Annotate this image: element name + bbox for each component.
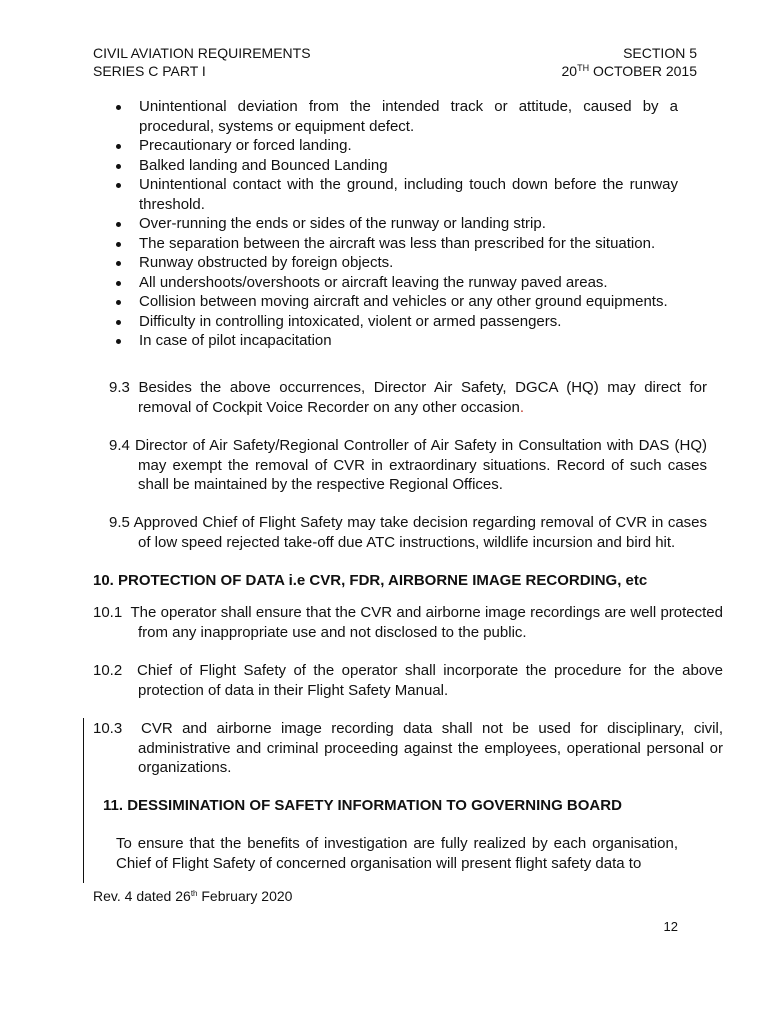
header-date: 20TH OCTOBER 2015	[561, 63, 697, 79]
bullet-icon	[116, 222, 121, 227]
revision-footer: Rev. 4 dated 26th February 2020	[93, 888, 293, 904]
bullet-icon	[116, 320, 121, 325]
page-number: 12	[663, 919, 678, 934]
bullet-icon	[116, 281, 121, 286]
bullet-icon	[116, 261, 121, 266]
header-section: SECTION 5	[623, 45, 697, 61]
header-series: SERIES C PART I	[93, 63, 206, 79]
list-item: In case of pilot incapacitation	[107, 331, 678, 351]
list-item: The separation between the aircraft was less than prescribed for the situation.	[107, 234, 678, 254]
paragraph-9-4: 9.4 Director of Air Safety/Regional Controller of Air Safety in Consultation with DAS (HQ) may exempt the removal of CVR in extraordinary situations. Record of such cases shall be maintained by the respective Regional Offices.	[109, 437, 707, 493]
section-10-heading: 10. PROTECTION OF DATA i.e CVR, FDR, AIRBORNE IMAGE RECORDING, etc	[93, 572, 648, 589]
bullet-icon	[116, 105, 121, 110]
list-item: Runway obstructed by foreign objects.	[107, 253, 678, 273]
paragraph-10-1: 10.1 The operator shall ensure that the CVR and airborne image recordings are well protected from any inappropriate use and not disclosed to the public.	[93, 604, 723, 641]
list-item: Balked landing and Bounced Landing	[107, 156, 678, 176]
bullet-icon	[116, 164, 121, 169]
list-item: Unintentional deviation from the intended track or attitude, caused by a procedural, systems or equipment defect.	[107, 97, 678, 136]
bullet-icon	[116, 183, 121, 188]
occurrence-bullet-list	[107, 97, 678, 351]
paragraph-10-2: 10.2 Chief of Flight Safety of the operator shall incorporate the procedure for the above protection of data in their Flight Safety Manual.	[93, 662, 723, 699]
paragraph-9-3: 9.3 Besides the above occurrences, Director Air Safety, DGCA (HQ) may direct for removal of Cockpit Voice Recorder on any other occasion.	[109, 379, 707, 416]
revision-change-bar	[83, 718, 84, 883]
list-item: Unintentional contact with the ground, including touch down before the runway threshold.	[107, 175, 678, 214]
paragraph-11: To ensure that the benefits of investigation are fully realized by each organisation, Chief of Flight Safety of concerned organisation will present flight safety data to	[116, 835, 678, 872]
section-11-heading: 11. DESSIMINATION OF SAFETY INFORMATION TO GOVERNING BOARD	[103, 797, 622, 814]
list-item: Difficulty in controlling intoxicated, violent or armed passengers.	[107, 312, 678, 332]
bullet-icon	[116, 339, 121, 344]
header-document-title: CIVIL AVIATION REQUIREMENTS	[93, 45, 311, 61]
bullet-icon	[116, 300, 121, 305]
list-item: Over-running the ends or sides of the runway or landing strip.	[107, 214, 678, 234]
list-item: Precautionary or forced landing.	[107, 136, 678, 156]
list-item: Collision between moving aircraft and vehicles or any other ground equipments.	[107, 292, 678, 312]
bullet-icon	[116, 144, 121, 149]
bullet-icon	[116, 242, 121, 247]
paragraph-10-3: 10.3 CVR and airborne image recording data shall not be used for disciplinary, civil, administrative and criminal proceeding against the employees, operational personal or organizations.	[93, 720, 723, 776]
paragraph-9-5: 9.5 Approved Chief of Flight Safety may take decision regarding removal of CVR in cases of low speed rejected take-off due ATC instructions, wildlife incursion and bird hit.	[109, 514, 708, 551]
list-item: All undershoots/overshoots or aircraft leaving the runway paved areas.	[107, 273, 678, 293]
